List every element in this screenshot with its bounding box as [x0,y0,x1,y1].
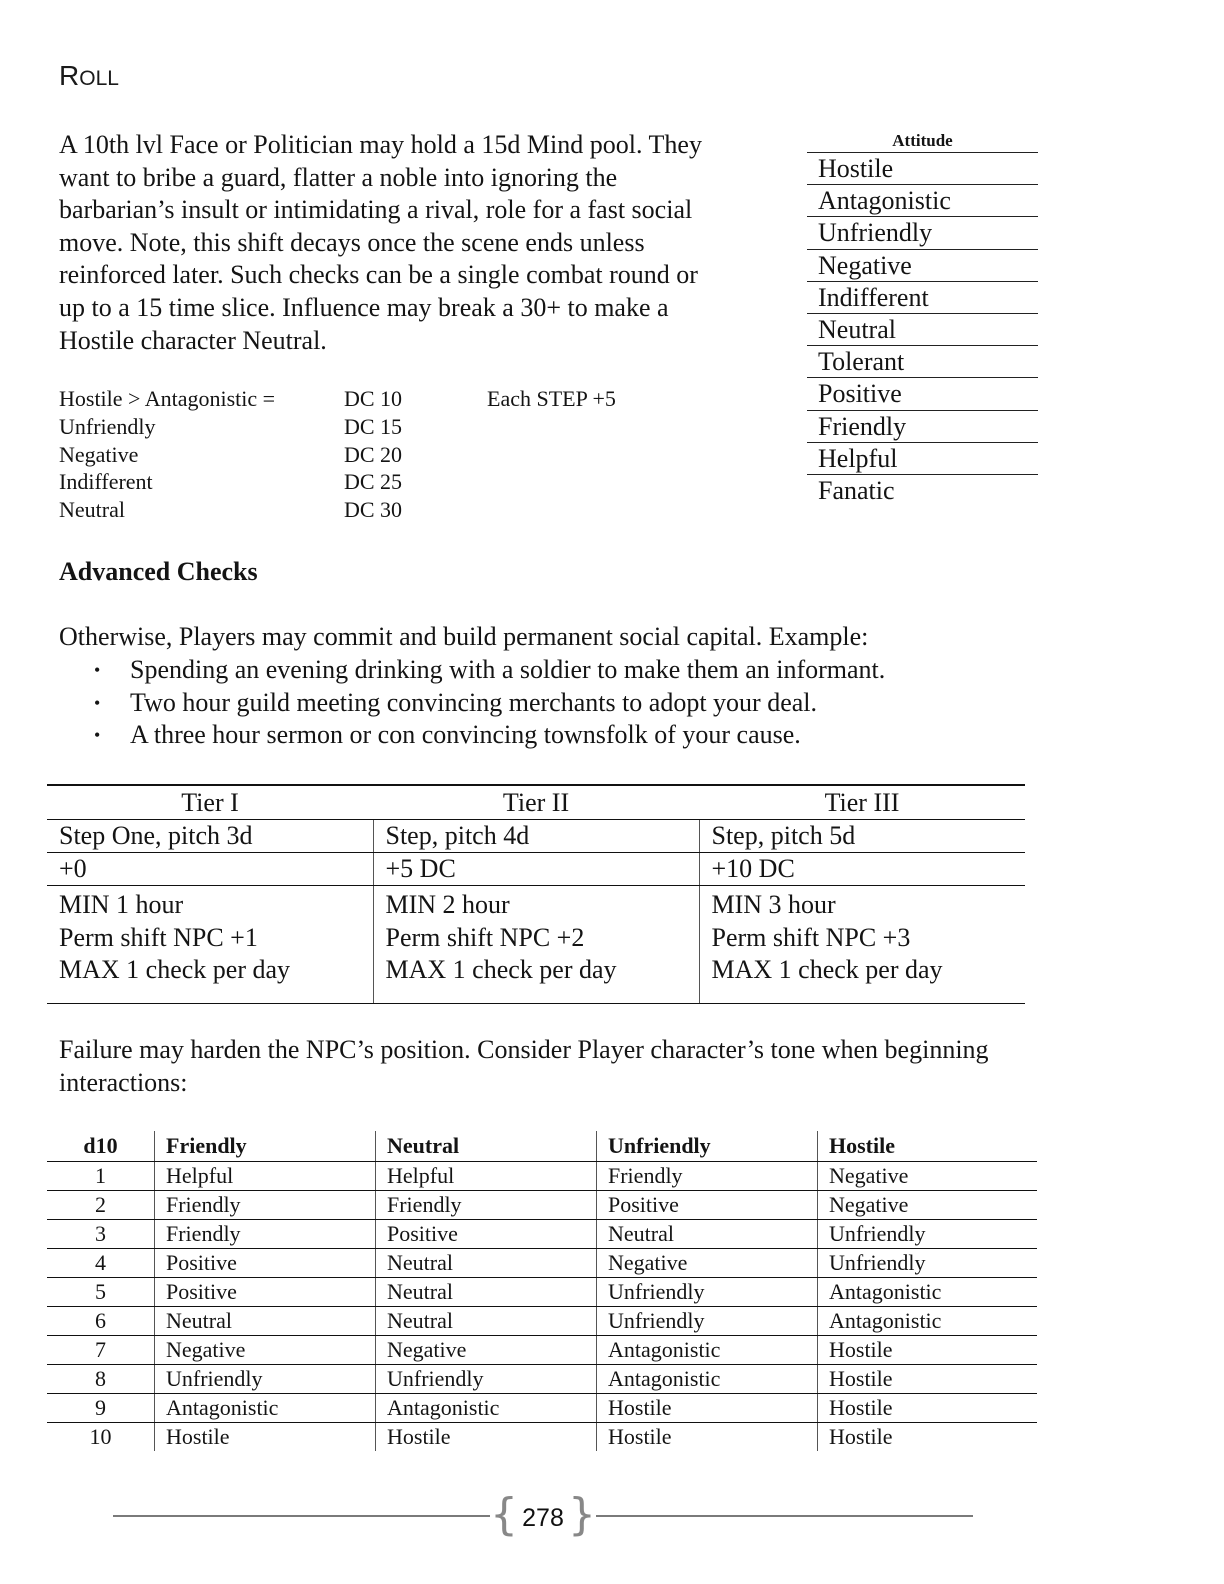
d10-result-cell: Neutral [376,1307,597,1336]
d10-row [47,1394,1037,1423]
dc-value: DC 10 [344,386,403,411]
advanced-checks-examples [90,654,885,752]
d10-roll-cell: 7 [47,1336,155,1365]
d10-result-cell: Hostile [818,1423,1038,1452]
d10-result-cell: Positive [376,1220,597,1249]
d10-table-body [47,1162,1037,1452]
d10-result-cell: Unfriendly [155,1365,376,1394]
example-item [90,719,885,752]
d10-header: d10 [47,1131,155,1162]
failure-paragraph: Failure may harden the NPC’s position. Consider Player character’s tone when beginning interactions: [59,1035,989,1097]
d10-result-cell: Negative [597,1249,818,1278]
tier-header: Tier II [373,785,699,820]
d10-roll-cell: 9 [47,1394,155,1423]
tier-detail: MAX 1 check per day [385,955,617,984]
d10-result-cell: Unfriendly [818,1220,1038,1249]
intro-line: A 10th lvl Face or Politician may hold a 15d Mind pool. They [59,130,702,159]
attitude-row: Positive [807,378,1038,410]
intro-line: barbarian’s insult or intimidating a rival, role for a fast social [59,195,693,225]
tier-detail: MIN 2 hour [385,890,510,919]
dc-value: DC 30 [344,497,403,523]
intro-paragraph [59,129,794,357]
tier-cell: Step One, pitch 3d [47,820,373,853]
dc-label: Negative [59,441,139,467]
tier-detail: MAX 1 check per day [59,955,291,984]
d10-result-cell: Hostile [818,1394,1038,1423]
d10-result-cell: Unfriendly [818,1249,1038,1278]
tier-details-cell [47,886,373,1004]
tier-header-row [47,785,1025,820]
bullet-icon: • [94,660,101,680]
d10-roll-cell: 5 [47,1278,155,1307]
attitude-row: Fanatic [818,475,895,505]
d10-row [47,1278,1037,1307]
d10-result-cell: Antagonistic [597,1365,818,1394]
right-brace-icon: } [568,1489,596,1540]
dc-step-note: Each STEP +5 [487,386,616,411]
d10-header: Neutral [376,1131,597,1162]
example-item [90,654,885,687]
tier-table [47,784,1025,1004]
example-item [90,687,885,720]
d10-row [47,1220,1037,1249]
d10-roll-cell: 1 [47,1162,155,1191]
d10-row [47,1162,1037,1191]
dc-ladder-labels [59,385,275,524]
d10-result-cell: Antagonistic [818,1307,1038,1336]
advanced-checks-intro: Otherwise, Players may commit and build permanent social capital. Example: [59,622,869,651]
section-title [59,60,119,92]
d10-result-cell: Helpful [376,1162,597,1191]
dc-value: DC 15 [344,413,403,439]
tier-details-cell [699,886,1025,1004]
dc-label: Unfriendly [59,413,156,439]
advanced-checks-heading: Advanced Checks [59,557,258,586]
page-number-badge [490,1489,596,1540]
tier-header: Tier III [699,785,1025,820]
tier-row [47,820,1025,853]
tier-cell: +10 DC [699,853,1025,886]
d10-roll-cell: 3 [47,1220,155,1249]
d10-result-cell: Friendly [155,1191,376,1220]
d10-reaction-table [47,1131,1037,1451]
d10-roll-cell: 10 [89,1424,112,1449]
d10-result-cell: Hostile [597,1423,818,1452]
d10-row [47,1249,1037,1278]
attitude-row: Neutral [807,314,1038,346]
attitude-row: Hostile [807,153,1038,185]
d10-roll-cell: 4 [47,1249,155,1278]
footer-rule-left [113,1515,490,1517]
d10-result-cell: Positive [155,1278,376,1307]
section-title-initial: R [59,60,80,91]
dc-ladder-values [344,385,402,524]
attitude-table-header: Attitude [807,128,1038,153]
d10-result-cell: Friendly [597,1162,818,1191]
d10-result-cell: Negative [818,1162,1038,1191]
attitude-row: Helpful [807,443,1038,475]
d10-result-cell: Hostile [376,1423,597,1452]
d10-header: Friendly [155,1131,376,1162]
d10-roll-cell: 8 [47,1365,155,1394]
d10-result-cell: Friendly [155,1220,376,1249]
dc-label: Neutral [59,497,125,523]
tier-header: Tier I [47,785,373,820]
tier-cell: +0 [47,853,373,886]
d10-result-cell: Neutral [376,1278,597,1307]
d10-row [47,1191,1037,1220]
d10-header: Unfriendly [597,1131,818,1162]
tier-detail: MIN 3 hour [711,890,836,919]
tier-detail: Perm shift NPC +3 [711,922,911,952]
d10-row [47,1423,1037,1452]
example-text: Spending an evening drinking with a soldier to make them an informant. [130,655,886,684]
tier-details-cell [373,886,699,1004]
d10-result-cell: Unfriendly [376,1365,597,1394]
d10-result-cell: Unfriendly [597,1278,818,1307]
d10-result-cell: Positive [155,1249,376,1278]
d10-result-cell: Hostile [818,1365,1038,1394]
attitude-row: Friendly [807,411,1038,443]
d10-row [47,1365,1037,1394]
d10-header: Hostile [818,1131,1038,1162]
section-title-rest: OLL [79,67,119,90]
example-text: Two hour guild meeting convincing merchants to adopt your deal. [130,687,818,717]
attitude-row: Antagonistic [807,185,1038,217]
dc-value: DC 25 [344,469,403,495]
dc-value: DC 20 [344,441,403,467]
bullet-icon: • [94,692,101,713]
tier-row [47,853,1025,886]
bullet-icon: • [94,725,101,746]
example-text: A three hour sermon or con convincing townsfolk of your cause. [130,720,801,750]
tier-detail: MIN 1 hour [59,890,184,919]
intro-line: reinforced later. Such checks can be a single combat round or [59,260,698,290]
d10-roll-cell: 6 [47,1307,155,1336]
d10-result-cell: Antagonistic [597,1336,818,1365]
intro-line: move. Note, this shift decays once the scene ends unless [59,227,645,257]
d10-result-cell: Negative [818,1191,1038,1220]
attitude-table [807,128,1038,507]
attitude-row: Unfriendly [807,217,1038,249]
dc-label: Indifferent [59,469,153,495]
d10-result-cell: Helpful [155,1162,376,1191]
d10-result-cell: Antagonistic [818,1278,1038,1307]
d10-result-cell: Unfriendly [597,1307,818,1336]
d10-header-row [47,1131,1037,1162]
tier-cell: Step, pitch 4d [373,820,699,853]
d10-result-cell: Neutral [597,1220,818,1249]
d10-result-cell: Hostile [818,1336,1038,1365]
tier-detail: MAX 1 check per day [711,955,943,984]
d10-row [47,1307,1037,1336]
tier-detail: Perm shift NPC +2 [385,922,585,952]
tier-detail: Perm shift NPC +1 [59,922,258,952]
d10-roll-cell: 2 [47,1191,155,1220]
attitude-row: Negative [807,250,1038,282]
intro-line: want to bribe a guard, flatter a noble into ignoring the [59,162,618,192]
left-brace-icon: { [490,1489,518,1540]
d10-result-cell: Negative [376,1336,597,1365]
d10-result-cell: Hostile [597,1394,818,1423]
intro-line: Hostile character Neutral. [59,325,327,355]
tier-cell: +5 DC [373,853,699,886]
d10-result-cell: Antagonistic [376,1394,597,1423]
attitude-row: Tolerant [807,346,1038,378]
footer-rule-right [596,1515,973,1517]
d10-result-cell: Negative [155,1336,376,1365]
d10-result-cell: Hostile [155,1423,376,1452]
page-number: 278 [522,1504,564,1532]
tier-cell: Step, pitch 5d [699,820,1025,853]
attitude-row: Indifferent [807,282,1038,314]
d10-result-cell: Antagonistic [155,1394,376,1423]
d10-row [47,1336,1037,1365]
d10-result-cell: Neutral [155,1307,376,1336]
tier-details-row [47,886,1025,1004]
intro-line: up to a 15 time slice. Influence may break a 30+ to make a [59,292,669,322]
d10-result-cell: Friendly [376,1191,597,1220]
d10-result-cell: Neutral [376,1249,597,1278]
d10-result-cell: Positive [597,1191,818,1220]
dc-label: Hostile > Antagonistic = [59,386,276,411]
